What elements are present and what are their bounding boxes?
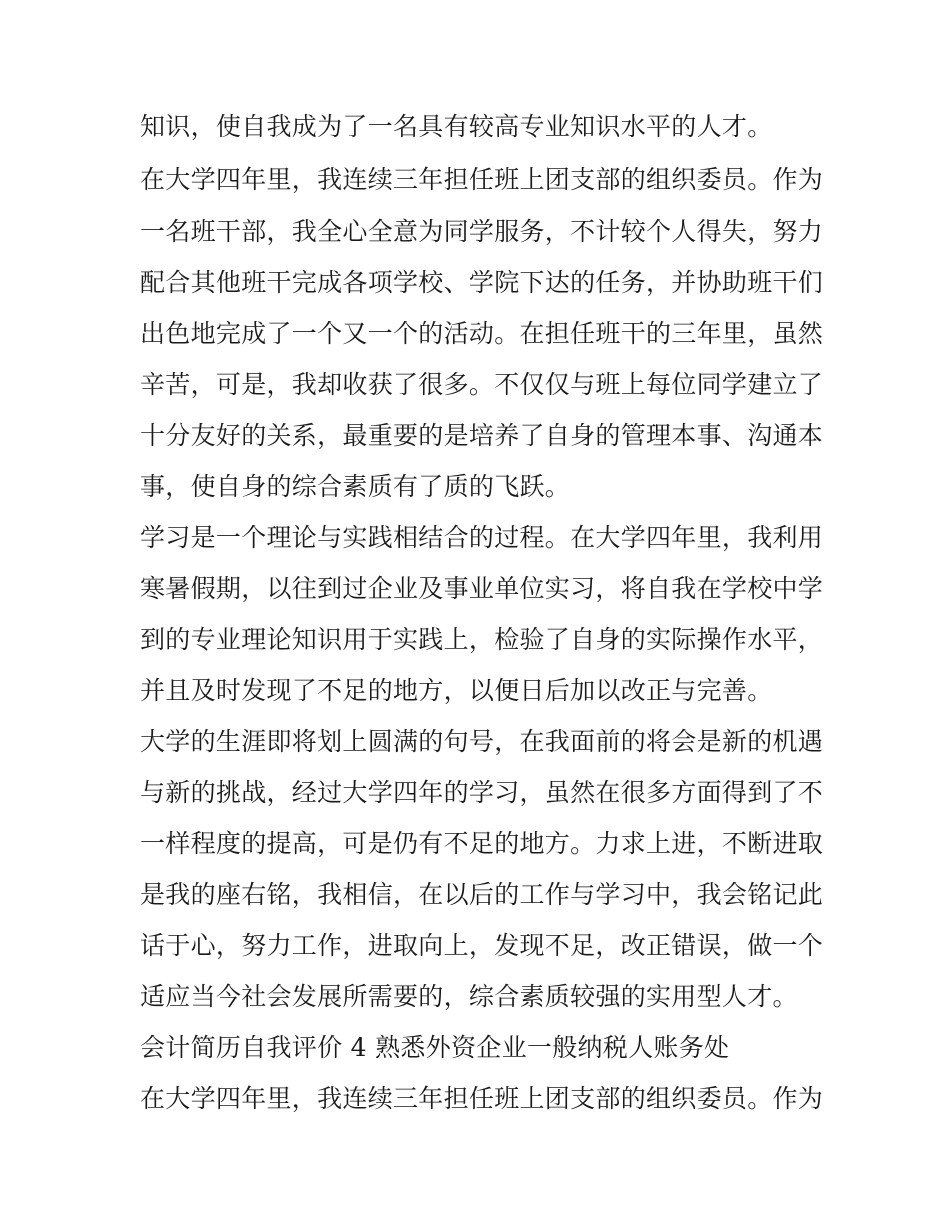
text-line: 是我的座右铭，我相信，在以后的工作与学习中，我会铭记此 — [140, 880, 824, 909]
section-heading: 会计简历自我评价 4 熟悉外资企业一般纳税人账务处 — [140, 1033, 730, 1062]
text-line: 在大学四年里，我连续三年担任班上团支部的组织委员。作为 — [140, 165, 824, 194]
text-line: 事，使自身的综合素质有了质的飞跃。 — [140, 472, 571, 501]
text-line: 寒暑假期，以往到过企业及事业单位实习，将自我在学校中学 — [140, 574, 824, 603]
text-line: 大学的生涯即将划上圆满的句号，在我面前的将会是新的机遇 — [140, 727, 824, 756]
text-line: 十分友好的关系，最重要的是培养了自身的管理本事、沟通本 — [140, 421, 824, 450]
text-line: 到的专业理论知识用于实践上，检验了自身的实际操作水平， — [140, 625, 824, 654]
text-line: 辛苦，可是，我却收获了很多。不仅仅与班上每位同学建立了 — [140, 370, 824, 399]
text-line: 与新的挑战，经过大学四年的学习，虽然在很多方面得到了不 — [140, 778, 824, 807]
text-line: 一样程度的提高，可是仍有不足的地方。力求上进，不断进取 — [140, 829, 824, 858]
text-line: 知识，使自我成为了一名具有较高专业知识水平的人才。 — [140, 112, 773, 141]
text-line: 一名班干部，我全心全意为同学服务，不计较个人得失，努力 — [140, 217, 824, 246]
text-line: 配合其他班干完成各项学校、学院下达的任务，并协助班干们 — [140, 268, 824, 297]
text-line: 出色地完成了一个又一个的活动。在担任班干的三年里，虽然 — [140, 319, 824, 348]
text-line: 学习是一个理论与实践相结合的过程。在大学四年里，我利用 — [140, 523, 824, 552]
text-line: 在大学四年里，我连续三年担任班上团支部的组织委员。作为 — [140, 1084, 824, 1113]
text-line: 话于心，努力工作，进取向上，发现不足，改正错误，做一个 — [140, 931, 824, 960]
text-line: 适应当今社会发展所需要的，综合素质较强的实用型人才。 — [140, 982, 798, 1011]
text-line: 并且及时发现了不足的地方，以便日后加以改正与完善。 — [140, 676, 773, 705]
